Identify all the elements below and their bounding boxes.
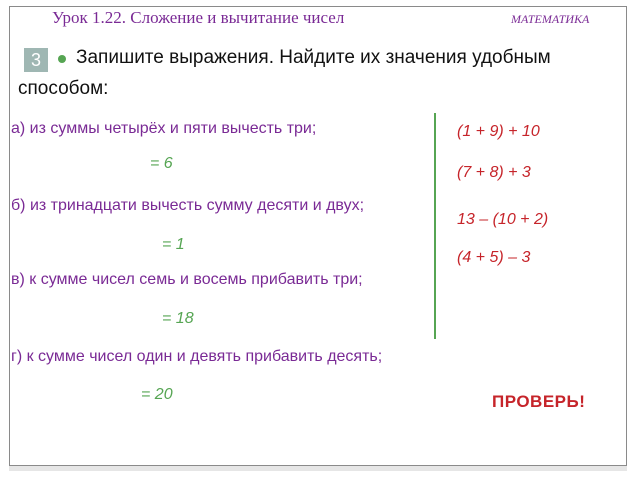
item-b: б) из тринадцати вычесть сумму десяти и двух; bbox=[11, 197, 365, 214]
answer-v: = 18 bbox=[162, 310, 194, 327]
answer-g: = 20 bbox=[141, 386, 173, 403]
answer-b: = 1 bbox=[162, 236, 185, 253]
bullet-icon bbox=[58, 55, 66, 63]
task-instruction-continued: способом: bbox=[18, 78, 109, 99]
expression-2: (7 + 8) + 3 bbox=[457, 164, 531, 181]
lesson-title: Урок 1.22. Сложение и вычитание чисел bbox=[52, 8, 345, 27]
subject-label: МАТЕМАТИКА bbox=[511, 12, 590, 26]
expression-4: (4 + 5) – 3 bbox=[457, 249, 531, 266]
item-g: г) к сумме чисел один и девять прибавить десять; bbox=[11, 348, 383, 365]
check-button[interactable]: ПРОВЕРЬ! bbox=[492, 392, 586, 411]
task-number-badge: 3 bbox=[24, 48, 48, 72]
task-instruction: Запишите выражения. Найдите их значения удобным bbox=[76, 47, 551, 68]
expression-1: (1 + 9) + 10 bbox=[457, 123, 540, 140]
item-v: в) к сумме чисел семь и восемь прибавить три; bbox=[11, 271, 363, 288]
column-divider bbox=[434, 113, 436, 339]
expression-3: 13 – (10 + 2) bbox=[457, 211, 549, 228]
answer-a: = 6 bbox=[150, 155, 173, 172]
slide-bottom-band bbox=[9, 466, 627, 471]
item-a: а) из суммы четырёх и пяти вычесть три; bbox=[11, 120, 317, 137]
